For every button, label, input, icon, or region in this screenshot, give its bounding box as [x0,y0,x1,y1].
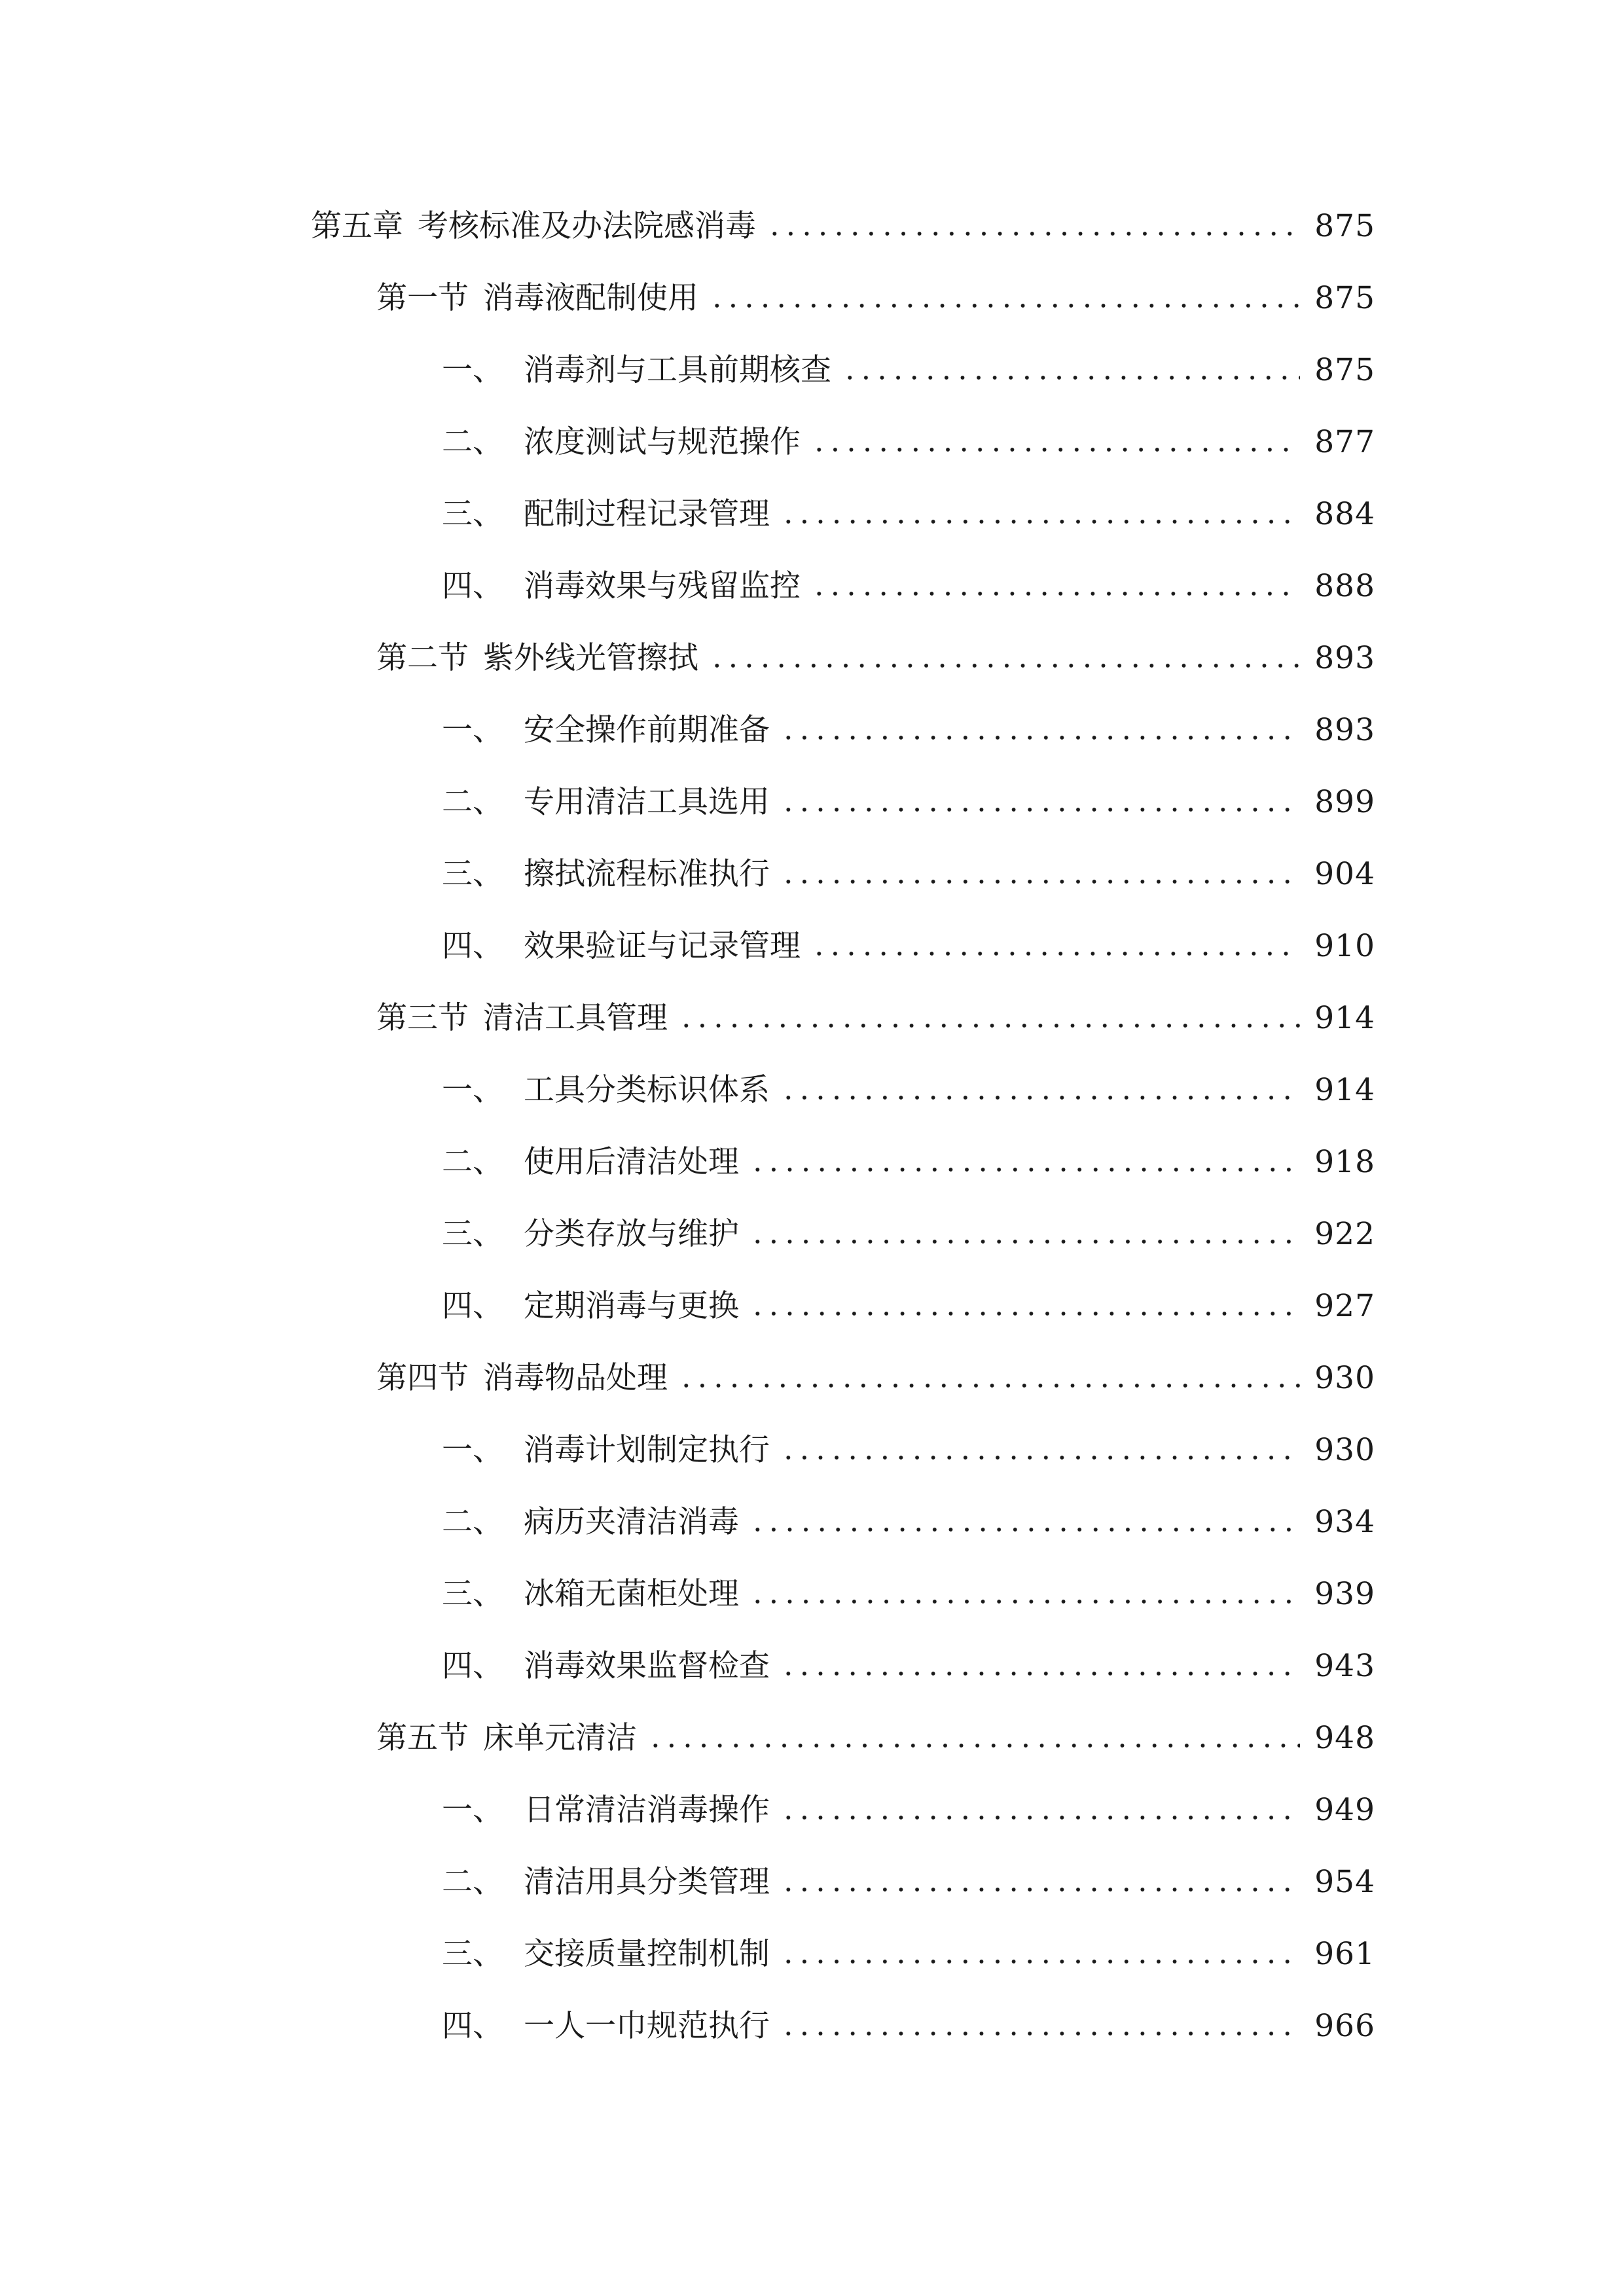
toc-entry-title: 日常清洁消毒操作 [524,1792,770,1828]
toc-subsection[interactable] [0,1126,1624,1198]
toc-entry-title: 消毒液配制使用 [483,280,698,316]
dot-leader [780,1816,1300,1820]
toc-entry-title: 交接质量控制机制 [524,1936,770,1972]
toc-section[interactable] [0,1342,1624,1414]
toc-entry-number: 一、 [442,712,503,748]
toc-entry-number: 第四节 [376,1360,469,1396]
toc-chapter[interactable] [0,190,1624,262]
toc-entry-number: 二、 [442,1504,503,1540]
toc-entry-page-number: 893 [1314,640,1375,676]
toc-subsection[interactable] [0,1486,1624,1558]
toc-entry-number: 第二节 [376,640,469,676]
toc-entry-page-number: 961 [1314,1936,1375,1972]
toc-entry-page-number: 884 [1314,496,1375,532]
toc-entry-title: 消毒计划制定执行 [524,1432,770,1468]
toc-entry-title: 紫外线光管擦拭 [483,640,698,676]
dot-leader [767,232,1300,236]
toc-section[interactable] [0,982,1624,1054]
toc-subsection[interactable] [0,1990,1624,2062]
toc-entry-title: 定期消毒与更换 [524,1288,739,1324]
toc-entry-page-number: 914 [1314,1072,1375,1108]
dot-leader [749,1528,1300,1532]
toc-entry-number: 二、 [442,424,503,460]
toc-entry-page-number: 930 [1314,1360,1375,1396]
toc-subsection[interactable] [0,1270,1624,1342]
toc-entry-page-number: 875 [1314,280,1375,316]
toc-entry-page-number: 922 [1314,1216,1375,1252]
dot-leader [749,1312,1300,1316]
toc-subsection[interactable] [0,1054,1624,1126]
toc-entry-page-number: 888 [1314,568,1375,604]
toc-entry-page-number: 966 [1314,2008,1375,2044]
toc-subsection[interactable] [0,1846,1624,1918]
dot-leader [709,664,1300,668]
toc-entry-page-number: 875 [1314,352,1375,388]
toc-subsection[interactable] [0,1918,1624,1990]
toc-entry-title: 浓度测试与规范操作 [524,424,801,460]
toc-entry-title: 专用清洁工具选用 [524,784,770,820]
toc-entry-title: 工具分类标识体系 [524,1072,770,1108]
toc-subsection[interactable] [0,1414,1624,1486]
toc-entry-title: 效果验证与记录管理 [524,928,801,964]
toc-entry-page-number: 939 [1314,1576,1375,1612]
toc-entry-title: 考核标准及办法院感消毒 [418,208,756,244]
toc-entry-number: 二、 [442,784,503,820]
dot-leader [749,1600,1300,1604]
toc-entry-title: 冰箱无菌柜处理 [524,1576,739,1612]
dot-leader [780,1888,1300,1892]
toc-entry-page-number: 943 [1314,1648,1375,1684]
toc-entry-page-number: 930 [1314,1432,1375,1468]
toc-subsection[interactable] [0,1774,1624,1846]
toc-entry-page-number: 954 [1314,1864,1375,1900]
toc-entry-number: 三、 [442,1936,503,1972]
dot-leader [749,1240,1300,1244]
toc-entry-number: 一、 [442,1792,503,1828]
toc-entry-number: 第三节 [376,1000,469,1036]
dot-leader [780,1672,1300,1676]
table-of-contents [0,190,1624,2062]
toc-entry-page-number: 899 [1314,784,1375,820]
toc-entry-number: 一、 [442,1072,503,1108]
toc-entry-number: 三、 [442,856,503,892]
toc-entry-page-number: 914 [1314,1000,1375,1036]
toc-entry-page-number: 918 [1314,1144,1375,1180]
toc-entry-title: 安全操作前期准备 [524,712,770,748]
toc-entry-page-number: 875 [1314,208,1375,244]
toc-entry-title: 消毒效果与残留监控 [524,568,801,604]
toc-entry-title: 擦拭流程标准执行 [524,856,770,892]
toc-entry-page-number: 904 [1314,856,1375,892]
toc-subsection[interactable] [0,838,1624,910]
dot-leader [780,2032,1300,2036]
dot-leader [780,808,1300,812]
dot-leader [709,304,1300,308]
toc-subsection[interactable] [0,1558,1624,1630]
dot-leader [780,880,1300,884]
toc-subsection[interactable] [0,910,1624,982]
toc-subsection[interactable] [0,1630,1624,1702]
toc-subsection[interactable] [0,406,1624,478]
toc-entry-title: 清洁用具分类管理 [524,1864,770,1900]
toc-entry-number: 二、 [442,1144,503,1180]
dot-leader [842,376,1300,380]
toc-entry-number: 一、 [442,352,503,388]
toc-entry-number: 四、 [442,928,503,964]
toc-entry-number: 三、 [442,496,503,532]
dot-leader [678,1384,1300,1388]
toc-section[interactable] [0,622,1624,694]
toc-entry-number: 四、 [442,2008,503,2044]
dot-leader [647,1744,1300,1748]
toc-subsection[interactable] [0,550,1624,622]
toc-entry-title: 消毒效果监督检查 [524,1648,770,1684]
toc-entry-page-number: 949 [1314,1792,1375,1828]
toc-subsection[interactable] [0,766,1624,838]
toc-entry-page-number: 877 [1314,424,1375,460]
dot-leader [780,1456,1300,1460]
toc-entry-title: 一人一巾规范执行 [524,2008,770,2044]
toc-section[interactable] [0,1702,1624,1774]
dot-leader [780,520,1300,524]
toc-subsection[interactable] [0,694,1624,766]
toc-entry-page-number: 927 [1314,1288,1375,1324]
toc-entry-number: 四、 [442,568,503,604]
toc-subsection[interactable] [0,334,1624,406]
toc-section[interactable] [0,262,1624,334]
dot-leader [780,736,1300,740]
toc-entry-number: 三、 [442,1576,503,1612]
toc-entry-page-number: 910 [1314,928,1375,964]
dot-leader [780,1960,1300,1964]
toc-entry-number: 第五章 [311,208,403,244]
toc-entry-title: 配制过程记录管理 [524,496,770,532]
toc-entry-page-number: 893 [1314,712,1375,748]
dot-leader [749,1168,1300,1172]
dot-leader [811,448,1300,452]
toc-subsection[interactable] [0,478,1624,550]
toc-entry-title: 分类存放与维护 [524,1216,739,1252]
toc-entry-title: 消毒物品处理 [483,1360,668,1396]
toc-entry-title: 消毒剂与工具前期核查 [524,352,831,388]
toc-entry-title: 使用后清洁处理 [524,1144,739,1180]
toc-entry-number: 四、 [442,1648,503,1684]
toc-entry-number: 一、 [442,1432,503,1468]
toc-entry-number: 四、 [442,1288,503,1324]
toc-entry-title: 床单元清洁 [483,1720,637,1756]
dot-leader [811,592,1300,596]
toc-entry-number: 三、 [442,1216,503,1252]
toc-entry-title: 病历夹清洁消毒 [524,1504,739,1540]
toc-entry-title: 清洁工具管理 [483,1000,668,1036]
dot-leader [811,952,1300,956]
toc-subsection[interactable] [0,1198,1624,1270]
toc-entry-number: 第一节 [376,280,469,316]
dot-leader [780,1096,1300,1100]
toc-entry-number: 第五节 [376,1720,469,1756]
toc-entry-page-number: 934 [1314,1504,1375,1540]
toc-entry-page-number: 948 [1314,1720,1375,1756]
dot-leader [678,1024,1300,1028]
toc-entry-number: 二、 [442,1864,503,1900]
